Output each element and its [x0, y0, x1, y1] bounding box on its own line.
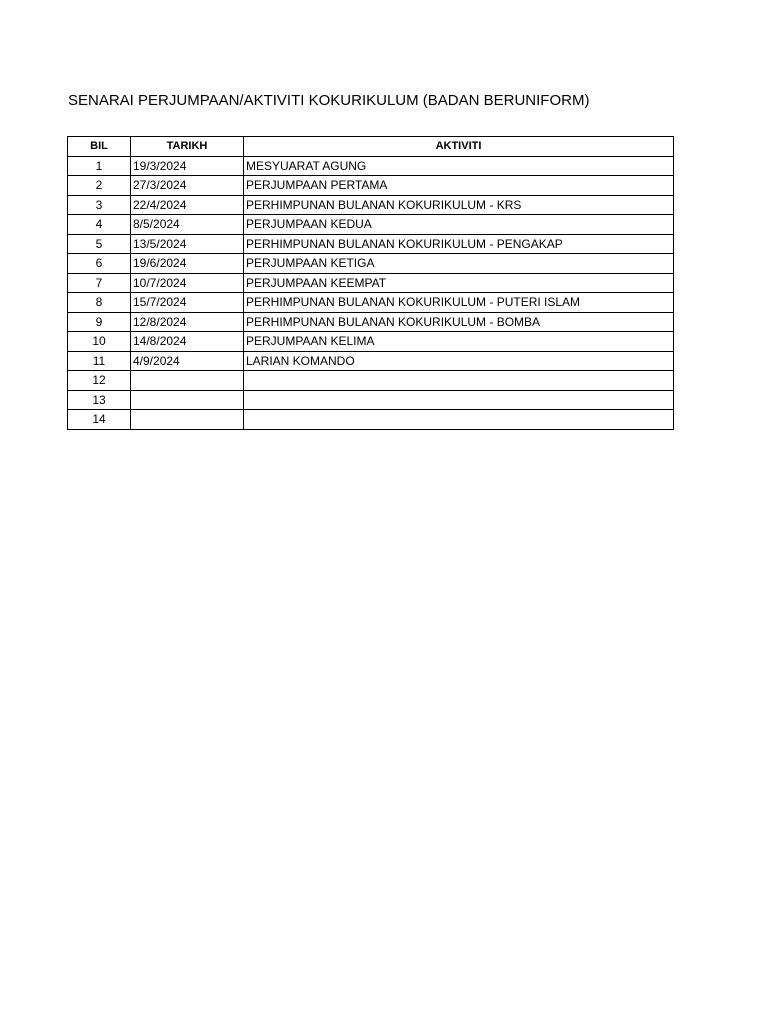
- cell-tarikh: 22/4/2024: [131, 195, 244, 215]
- cell-bil: 4: [68, 215, 131, 235]
- table-body: [68, 156, 674, 429]
- cell-tarikh: 10/7/2024: [131, 273, 244, 293]
- cell-aktiviti: [244, 390, 674, 410]
- cell-bil: 7: [68, 273, 131, 293]
- cell-bil: 6: [68, 254, 131, 274]
- cell-aktiviti: [244, 410, 674, 430]
- cell-aktiviti: PERJUMPAAN KETIGA: [244, 254, 674, 274]
- table-row: [68, 156, 674, 176]
- cell-aktiviti: PERHIMPUNAN BULANAN KOKURIKULUM - KRS: [244, 195, 674, 215]
- cell-aktiviti: PERJUMPAAN KEEMPAT: [244, 273, 674, 293]
- cell-bil: 14: [68, 410, 131, 430]
- table-row: [68, 390, 674, 410]
- cell-bil: 9: [68, 312, 131, 332]
- cell-aktiviti: PERJUMPAAN KEDUA: [244, 215, 674, 235]
- table-row: [68, 410, 674, 430]
- cell-bil: 5: [68, 234, 131, 254]
- cell-tarikh: 14/8/2024: [131, 332, 244, 352]
- cell-bil: 2: [68, 176, 131, 196]
- cell-tarikh: 12/8/2024: [131, 312, 244, 332]
- table-row: [68, 215, 674, 235]
- cell-aktiviti: PERHIMPUNAN BULANAN KOKURIKULUM - BOMBA: [244, 312, 674, 332]
- cell-bil: 13: [68, 390, 131, 410]
- cell-bil: 12: [68, 371, 131, 391]
- cell-aktiviti: PERHIMPUNAN BULANAN KOKURIKULUM - PENGAKAP: [244, 234, 674, 254]
- table-row: [68, 234, 674, 254]
- table-row: [68, 293, 674, 313]
- cell-aktiviti: [244, 371, 674, 391]
- activity-table: [67, 136, 674, 430]
- header-aktiviti: AKTIVITI: [244, 137, 674, 157]
- table-header: [68, 137, 674, 157]
- table-row: [68, 254, 674, 274]
- cell-tarikh: 19/3/2024: [131, 156, 244, 176]
- cell-aktiviti: LARIAN KOMANDO: [244, 351, 674, 371]
- cell-tarikh: 8/5/2024: [131, 215, 244, 235]
- header-tarikh: TARIKH: [131, 137, 244, 157]
- table-row: [68, 332, 674, 352]
- cell-bil: 3: [68, 195, 131, 215]
- cell-tarikh: 27/3/2024: [131, 176, 244, 196]
- table-row: [68, 351, 674, 371]
- cell-tarikh: 19/6/2024: [131, 254, 244, 274]
- table-row: [68, 176, 674, 196]
- cell-tarikh: [131, 371, 244, 391]
- cell-tarikh: [131, 410, 244, 430]
- table-row: [68, 312, 674, 332]
- cell-tarikh: [131, 390, 244, 410]
- table-row: [68, 273, 674, 293]
- cell-tarikh: 15/7/2024: [131, 293, 244, 313]
- cell-tarikh: 13/5/2024: [131, 234, 244, 254]
- header-bil: BIL: [68, 137, 131, 157]
- cell-aktiviti: MESYUARAT AGUNG: [244, 156, 674, 176]
- cell-bil: 1: [68, 156, 131, 176]
- cell-bil: 10: [68, 332, 131, 352]
- cell-aktiviti: PERHIMPUNAN BULANAN KOKURIKULUM - PUTERI ISLAM: [244, 293, 674, 313]
- activity-table-container: [67, 136, 673, 430]
- page-title: SENARAI PERJUMPAAN/AKTIVITI KOKURIKULUM (BADAN BERUNIFORM): [68, 92, 590, 109]
- table-row: [68, 195, 674, 215]
- cell-bil: 8: [68, 293, 131, 313]
- header-row: [68, 137, 674, 157]
- cell-tarikh: 4/9/2024: [131, 351, 244, 371]
- table-row: [68, 371, 674, 391]
- cell-aktiviti: PERJUMPAAN PERTAMA: [244, 176, 674, 196]
- cell-bil: 11: [68, 351, 131, 371]
- cell-aktiviti: PERJUMPAAN KELIMA: [244, 332, 674, 352]
